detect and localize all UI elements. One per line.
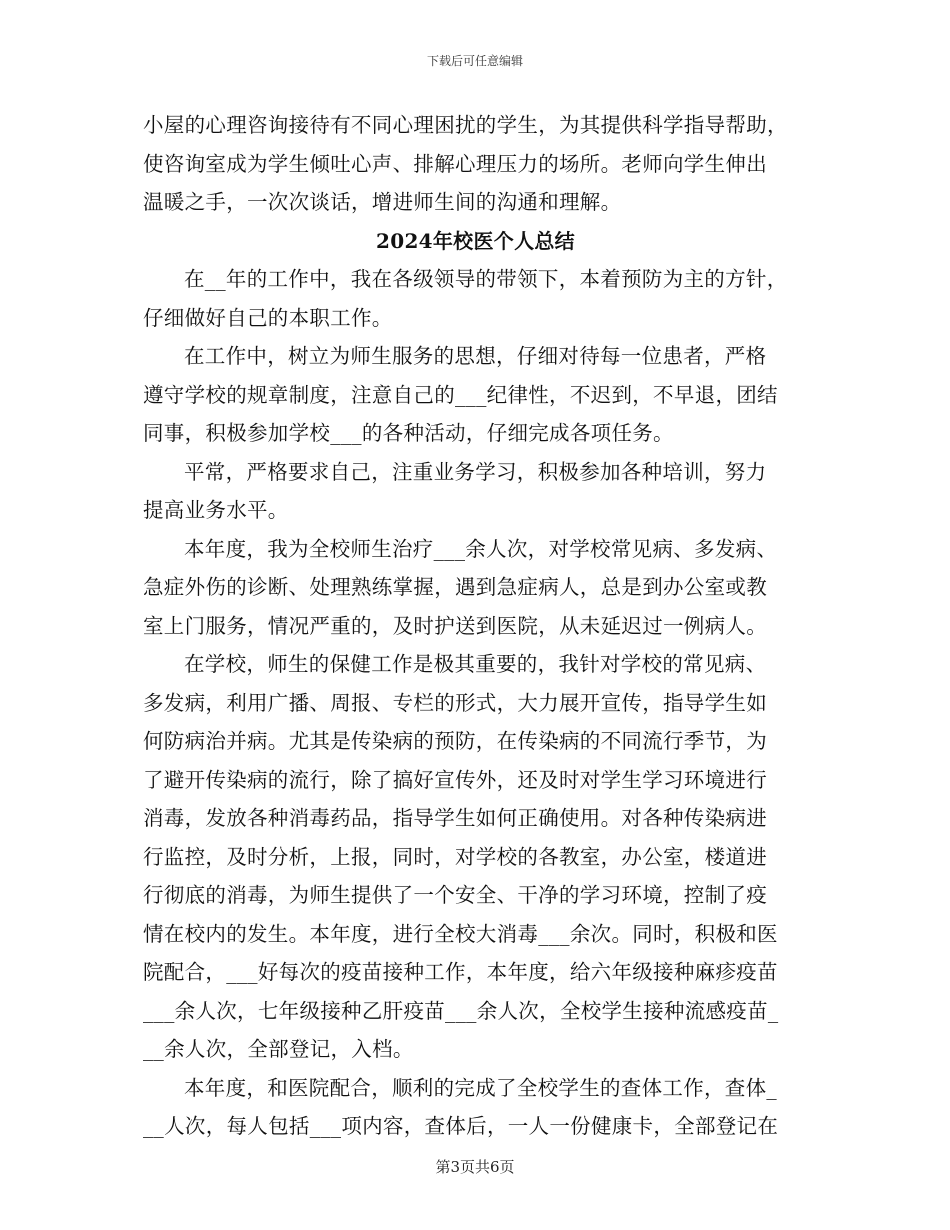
body-line: 本年度，我为全校师生治疗___余人次，对学校常见病、多发病、 <box>184 536 778 561</box>
body-line: 行监控，及时分析，上报，同时，对学校的各教室，办公室，楼道进 <box>143 844 767 869</box>
document-body <box>143 106 808 1146</box>
body-line: __余人次，全部登记，入档。 <box>143 1037 414 1061</box>
body-line: 小屋的心理咨询接待有不同心理困扰的学生，为其提供科学指导帮助， <box>143 113 788 137</box>
body-line: 行彻底的消毒，为师生提供了一个安全、干净的学习环境，控制了疫 <box>143 883 767 907</box>
body-line: 了避开传染病的流行，除了搞好宣传外，还及时对学生学习环境进行 <box>143 767 767 792</box>
body-line: 急症外伤的诊断、处理熟练掌握，遇到急症病人，总是到办公室或教 <box>143 575 767 599</box>
body-line: 遵守学校的规章制度，注意自己的___纪律性，不迟到，不早退，团结 <box>143 382 778 407</box>
body-line: 同事，积极参加学校___的各种活动，仔细完成各项任务。 <box>143 421 674 445</box>
body-line: ___余人次，七年级接种乙肝疫苗___余人次，全校学生接种流感疫苗_ <box>143 998 779 1023</box>
body-line: 情在校内的发生。本年度，进行全校大消毒___余次。同时，积极和医 <box>143 921 778 946</box>
body-line: 多发病，利用广播、周报、专栏的形式，大力展开宣传，指导学生如 <box>143 690 767 715</box>
body-line: 使咨询室成为学生倾吐心声、排解心理压力的场所。老师向学生伸出 <box>143 151 767 176</box>
body-line: __人次，每人包括___项内容，查体后，一人一份健康卡，全部登记在 <box>143 1114 779 1138</box>
body-line: 温暖之手，一次次谈话，增进师生间的沟通和理解。 <box>143 190 622 214</box>
body-line: 仔细做好自己的本职工作。 <box>143 305 393 330</box>
body-line: 提高业务水平。 <box>143 498 289 522</box>
section-title: 2024年校医个人总结 <box>376 228 575 253</box>
body-line: 室上门服务，情况严重的，及时护送到医院，从未延迟过一例病人。 <box>143 613 767 638</box>
body-line: 本年度，和医院配合，顺利的完成了全校学生的查体工作，查体_ <box>184 1075 777 1100</box>
body-line: 消毒，发放各种消毒药品，指导学生如何正确使用。对各种传染病进 <box>143 806 767 830</box>
body-line: 院配合，___好每次的疫苗接种工作，本年度，给六年级接种麻疹疫苗 <box>143 960 778 984</box>
body-line: 何防病治并病。尤其是传染病的预防，在传染病的不同流行季节，为 <box>143 729 767 753</box>
body-line: 在学校，师生的保健工作是极其重要的，我针对学校的常见病、 <box>184 652 767 676</box>
page-header: 下载后可任意编辑 <box>426 54 523 68</box>
page-footer: 第3页共6页 <box>435 1158 515 1176</box>
body-line: 在__年的工作中，我在各级领导的带领下，本着预防为主的方针， <box>184 267 788 291</box>
body-line: 平常，严格要求自己，注重业务学习，积极参加各种培训，努力 <box>184 459 767 484</box>
body-line: 在工作中，树立为师生服务的思想，仔细对待每一位患者，严格 <box>184 344 767 368</box>
